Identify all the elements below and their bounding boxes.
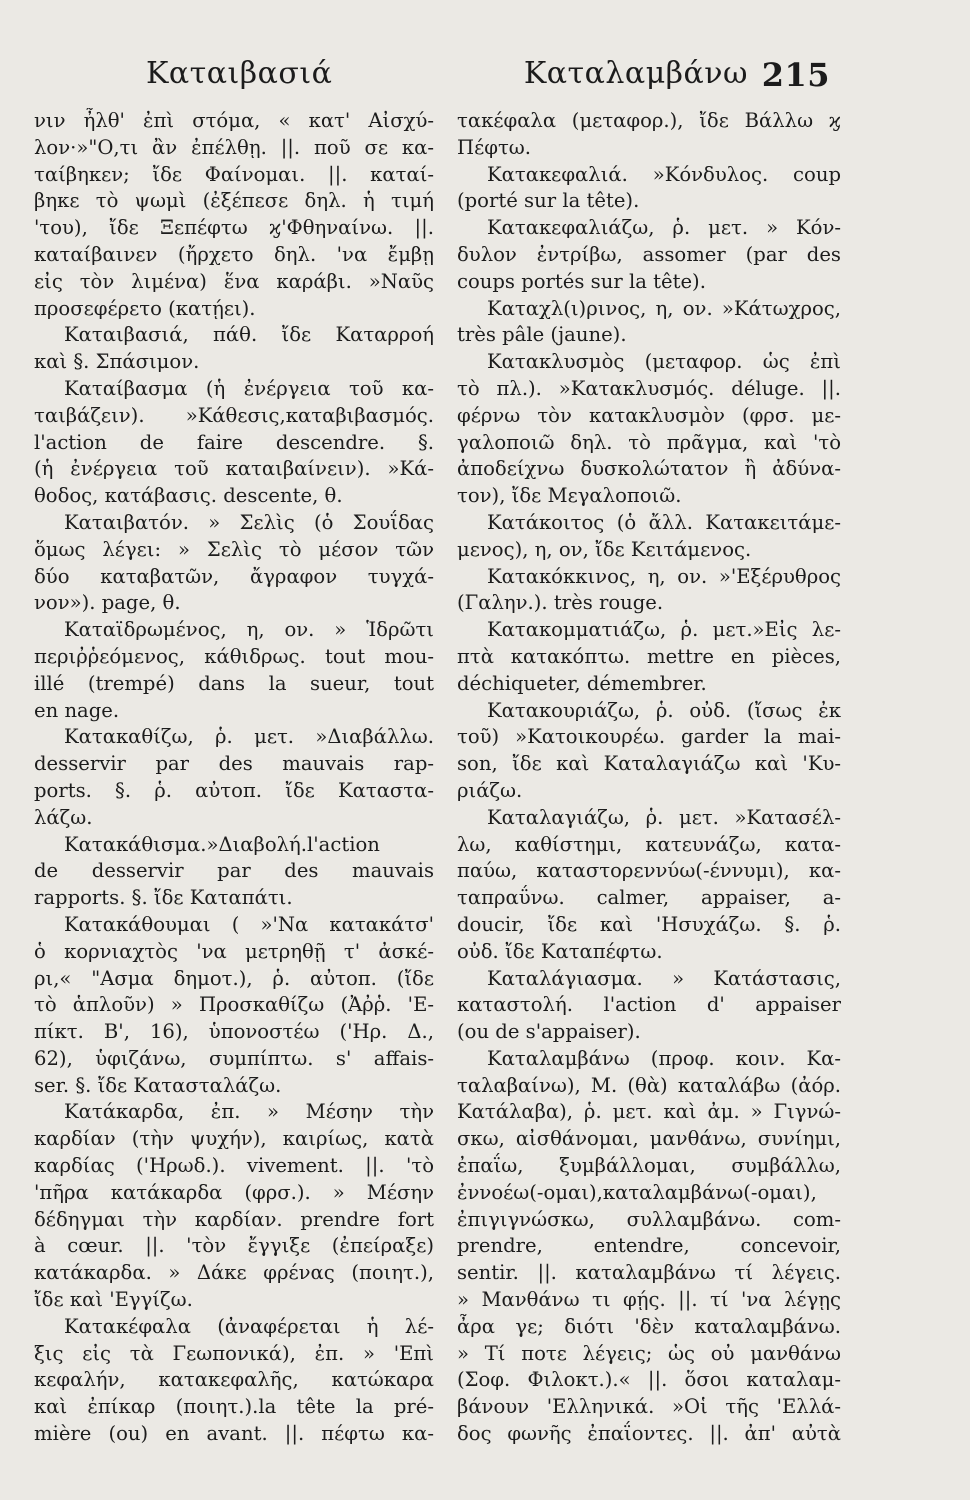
text-line: ρι,« "Ασμα δημοτ.), ῥ. αὐτοπ. (ἴδε xyxy=(34,966,434,990)
text-line: Καταιβασιά, πάθ. ἴδε Καταρροή xyxy=(64,323,434,347)
text-line: καὶ ἐπίκαρ (ποιητ.).la tête la pré- xyxy=(34,1395,434,1419)
text-line: » Μανθάνω τι φῄς. ||. τί 'να λέγῃς xyxy=(457,1288,841,1312)
text-line: desservir par des mauvais rap- xyxy=(34,752,434,776)
text-line: 62), ὑφιζάνω, συμπίπτω. s' affais- xyxy=(34,1046,434,1070)
text-line: Κατακεφαλιά. »Κόνδυλος. coup xyxy=(487,162,841,186)
text-line: καταστολή. l'action d' appaiser xyxy=(457,993,841,1017)
text-line: ἀποδείχνω δυσκολώτατον ἢ ἀδύνα- xyxy=(457,457,841,481)
text-line: ἐννοέω(-ομαι),καταλαμβάνω(-ομαι), xyxy=(457,1180,817,1204)
text-line: τον), ἴδε Μεγαλοποιῶ. xyxy=(457,484,682,508)
text-line: (Σοφ. Φιλοκτ.).« ||. ὅσοι καταλαμ- xyxy=(457,1368,841,1392)
text-line: à cœur. ||. 'τὸν ἔγγιξε (ἐπείραξε) xyxy=(34,1234,434,1258)
text-line: πίκτ. Β', 16), ὑπονοστέω ('Ηρ. Δ., xyxy=(34,1020,434,1044)
text-line: γαλοποιῶ δηλ. τὸ πρᾶγμα, καὶ 'τὸ xyxy=(457,430,841,454)
text-line: prendre, entendre, concevoir, xyxy=(457,1234,841,1258)
text-line: ξις εἰς τὰ Γεωπονικά), ἐπ. » 'Επὶ xyxy=(34,1341,434,1365)
text-line: Κατακουριάζω, ῥ. οὐδ. (ἴσως ἐκ xyxy=(487,698,841,722)
text-line: ἆρα γε; διότι 'δὲν καταλαμβάνω. xyxy=(457,1314,841,1338)
text-line: ταλαβαίνω), Μ. (θὰ) καταλάβω (ἀόρ. xyxy=(457,1073,841,1097)
text-line: παύω, καταστορεννύω(-έννυμι), κα- xyxy=(457,859,841,883)
text-line: mière (ou) en avant. ||. πέφτω κα- xyxy=(34,1422,434,1446)
text-line: Κατακάθουμαι ( »'Να κατακάτσ' xyxy=(64,912,434,936)
text-line: κεφαλήν, κατακεφαλῆς, κατώκαρα xyxy=(34,1368,434,1392)
text-line: Κατάλαβα), ῥ. μετ. καὶ ἀμ. » Γιγνώ- xyxy=(457,1100,841,1124)
text-line: (porté sur la tête). xyxy=(457,189,640,213)
text-line: καταίβαινεν (ἤρχετο δηλ. 'να ἔμβῃ xyxy=(34,242,434,266)
text-line: en nage. xyxy=(34,698,120,722)
text-line: ὅμως λέγει: » Σελὶς τὸ μέσον τῶν xyxy=(34,537,434,561)
text-line: δος φωνῆς ἐπαΐοντες. ||. ἀπ' αὐτὰ xyxy=(457,1422,841,1446)
text-line: ἐπιγιγνώσκω, συλλαμβάνω. com- xyxy=(457,1207,841,1231)
text-line: λάζω. xyxy=(34,805,93,829)
running-header xyxy=(146,56,830,96)
text-line: δέδηγμαι τὴν καρδίαν. prendre fort xyxy=(34,1207,434,1231)
text-line: ἴδε καὶ 'Εγγίζω. xyxy=(34,1288,193,1312)
text-line: ports. §. ῥ. αὐτοπ. ἴδε Καταστα- xyxy=(34,778,434,802)
text-line: φέρνω τὸν κατακλυσμὸν (φρσ. με- xyxy=(457,403,841,427)
text-line: καρδίαν (τὴν ψυχήν), καιρίως, κατὰ xyxy=(34,1127,434,1151)
text-line: Κατακέφαλα (ἀναφέρεται ἡ λέ- xyxy=(64,1314,434,1338)
text-line: ταπραΰνω. calmer, appaiser, a- xyxy=(457,886,841,910)
text-line: Κατακεφαλιάζω, ῥ. μετ. » Κόν- xyxy=(487,216,841,240)
text-line: τοῦ) »Κατοικουρέω. garder la mai- xyxy=(457,725,841,749)
text-line: (Γαλην.). très rouge. xyxy=(457,591,664,615)
page-number: 215 xyxy=(761,56,830,94)
text-line: Κατακάθισμα.»Διαβολή.l'action xyxy=(64,832,380,856)
text-line: ταίβηκεν; ἴδε Φαίνομαι. ||. καταί- xyxy=(34,162,434,186)
header-right-guide-word: Καταλαμβάνω xyxy=(523,56,748,91)
text-line: τὸ πλ.). »Κατακλυσμός. déluge. ||. xyxy=(457,376,841,400)
text-line: rapports. §. ἴδε Καταπάτι. xyxy=(34,886,293,910)
text-line: καρδίας ('Ηρωδ.). vivement. ||. 'τὸ xyxy=(34,1154,434,1178)
text-line: σκω, αἰσθάνομαι, μανθάνω, συνίημι, xyxy=(457,1127,841,1151)
right-column xyxy=(457,108,841,1448)
text-line: λον·»"Ο,τι ἂν ἐπέλθῃ. ||. ποῦ σε κα- xyxy=(34,135,434,159)
text-line: Καταίβασμα (ἡ ἐνέργεια τοῦ κα- xyxy=(64,376,434,400)
text-line: περιῤῥεόμενος, κάθιδρως. tout mou- xyxy=(34,644,434,668)
text-line: νιν ἦλθ' ἐπὶ στόμα, « κατ' Αἰσχύ- xyxy=(34,109,434,132)
text-line: sentir. ||. καταλαμβάνω τί λέγεις. xyxy=(457,1261,841,1285)
text-line: son, ἴδε καὶ Καταλαγιάζω καὶ 'Κυ- xyxy=(457,752,841,776)
text-line: très pâle (jaune). xyxy=(457,323,627,347)
text-line: τὸ ἁπλοῦν) » Προσκαθίζω (Ἀῤῥ. 'Ε- xyxy=(34,993,434,1017)
text-line: νον»). page, θ. xyxy=(34,591,181,615)
text-line: Κατακλυσμὸς (μεταφορ. ὡς ἐπὶ xyxy=(487,350,841,374)
text-line: εἰς τὸν λιμένα) ἕνα καράβι. »Ναῦς xyxy=(34,269,434,293)
text-line: μενος), η, ον, ἴδε Κειτάμενος. xyxy=(457,537,752,561)
text-line: Κατακόκκινος, η, ον. »'Εξέρυθρος xyxy=(487,564,841,588)
text-line: déchiqueter, démembrer. xyxy=(457,671,707,695)
text-line: οὐδ. ἴδε Καταπέφτω. xyxy=(457,939,663,963)
text-line: λω, καθίστημι, κατευνάζω, κατα- xyxy=(457,832,841,856)
text-line: προσεφέρετο (κατῄει). xyxy=(34,296,256,320)
text-line: θοδος, κατάβασις. descente, θ. xyxy=(34,484,343,508)
text-line: βηκε τὸ ψωμὶ (ἐξέπεσε δηλ. ἡ τιμή xyxy=(34,189,434,213)
text-line: ser. §. ἴδε Κατασταλάζω. xyxy=(34,1073,282,1097)
text-line: Καταλαμβάνω (προφ. κοιν. Κα- xyxy=(487,1046,841,1070)
left-column xyxy=(34,108,434,1448)
text-line: (ou de s'appaiser). xyxy=(457,1020,641,1044)
text-line: 'πῆρα κατάκαρδα (φρσ.). » Μέσην xyxy=(34,1180,434,1204)
text-line: Κατάκοιτος (ὁ ἄλλ. Κατακειτάμε- xyxy=(487,510,841,534)
text-line: Καταϊδρωμένος, η, ον. » Ἱδρῶτι xyxy=(64,618,434,642)
text-line: δύο καταβατῶν, ἄγραφον τυγχά- xyxy=(34,564,434,588)
text-line: Πέφτω. xyxy=(457,135,532,159)
text-line: καὶ §. Σπάσιμον. xyxy=(34,350,200,374)
text-line: Καταλαγιάζω, ῥ. μετ. »Κατασέλ- xyxy=(487,805,841,829)
text-line: ἐπαΐω, ξυμβάλλομαι, συμβάλλω, xyxy=(457,1154,841,1178)
text-line: Κατακαθίζω, ῥ. μετ. »Διαβάλλω. xyxy=(64,725,434,749)
text-line: l'action de faire descendre. §. xyxy=(34,430,434,454)
text-line: ὁ κορνιαχτὸς 'να μετρηθῇ τ' ἀσκέ- xyxy=(34,939,434,963)
text-line: coups portés sur la tête). xyxy=(457,269,706,293)
text-line: κατάκαρδα. » Δάκε φρένας (ποιητ.), xyxy=(34,1261,434,1285)
text-line: Καταχλ(ι)ρινος, η, ον. »Κάτωχρος, xyxy=(487,296,841,320)
text-line: » Τί ποτε λέγεις; ὡς οὐ μανθάνω xyxy=(457,1341,841,1365)
text-line: 'του), ἴδε Ξεπέφτω ϗ'Φθηναίνω. ||. xyxy=(34,216,434,240)
text-line: Κατακομματιάζω, ῥ. μετ.»Εἰς λε- xyxy=(487,618,841,642)
text-line: illé (trempé) dans la sueur, tout xyxy=(34,671,434,695)
text-line: Κατάκαρδα, ἐπ. » Μέσην τὴν xyxy=(64,1100,434,1124)
text-line: doucir, ἴδε καὶ 'Ησυχάζω. §. ῥ. xyxy=(457,912,841,936)
text-line: de desservir par des mauvais xyxy=(34,859,434,883)
text-line: βάνουν 'Ελληνικά. »Οἱ τῆς 'Ελλά- xyxy=(457,1395,841,1419)
text-line: (ἡ ἐνέργεια τοῦ καταιβαίνειν). »Κά- xyxy=(34,457,434,481)
text-line: τακέφαλα (μεταφορ.), ἴδε Βάλλω ϗ xyxy=(457,109,841,132)
text-line: πτὰ κατακόπτω. mettre en pièces, xyxy=(457,644,841,668)
text-line: ριάζω. xyxy=(457,778,523,802)
text-line: ταιβάζειν). »Κάθεσις,καταβιβασμός. xyxy=(34,403,434,427)
text-line: Καταιβατόν. » Σελὶς (ὁ Σουΐδας xyxy=(64,510,434,534)
header-left-guide-word: Καταιβασιά xyxy=(146,56,333,91)
text-line: δυλον ἐντρίβω, assomer (par des xyxy=(457,242,841,266)
text-line: Καταλάγιασμα. » Κατάστασις, xyxy=(487,966,841,990)
